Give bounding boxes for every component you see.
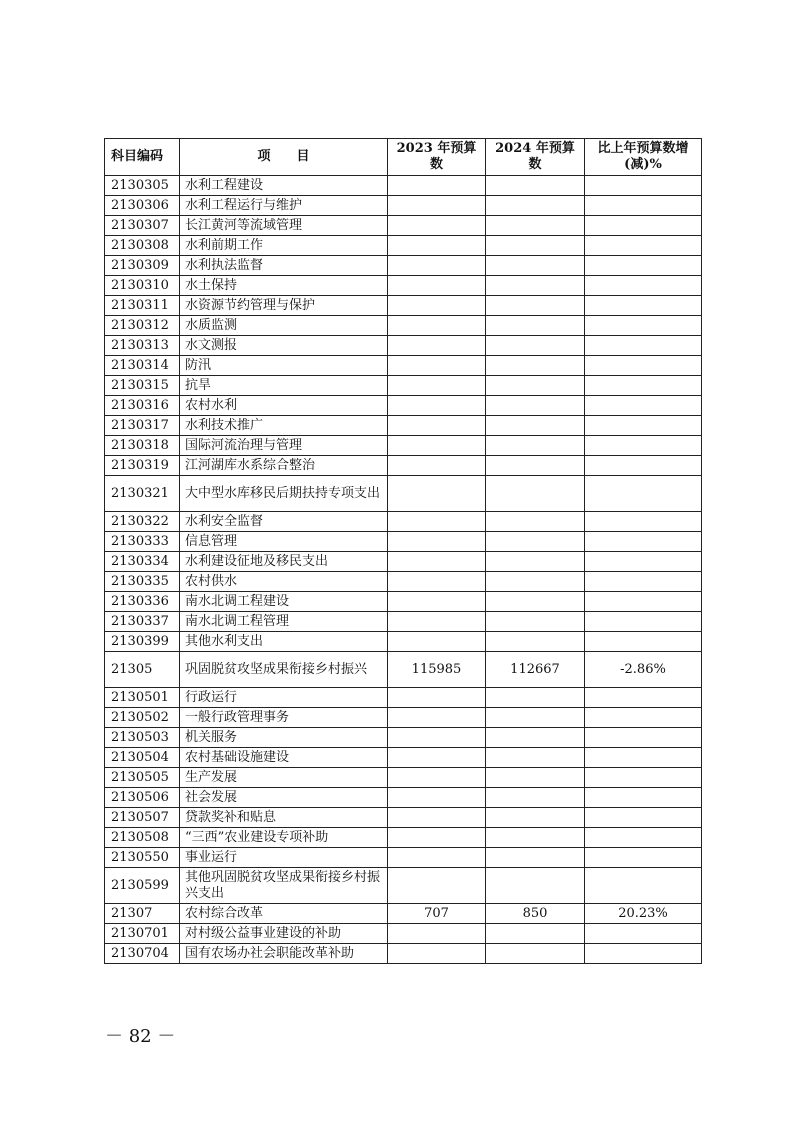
row-2024 — [486, 788, 585, 808]
row-2023 — [388, 828, 486, 848]
row-code: 2130322 — [105, 512, 180, 532]
row-name: 其他水利支出 — [180, 632, 388, 652]
row-code: 2130505 — [105, 768, 180, 788]
row-name: 贷款奖补和贴息 — [180, 808, 388, 828]
row-2024 — [486, 416, 585, 436]
row-name: 水利前期工作 — [180, 236, 388, 256]
row-code: 2130312 — [105, 316, 180, 336]
row-2023: 707 — [388, 904, 486, 924]
row-change: -2.86% — [585, 652, 702, 688]
row-2024 — [486, 256, 585, 276]
row-code: 2130321 — [105, 476, 180, 512]
row-code: 2130305 — [105, 176, 180, 196]
row-2023 — [388, 768, 486, 788]
row-change — [585, 924, 702, 944]
table-row — [105, 808, 702, 828]
row-change — [585, 944, 702, 964]
table-row — [105, 848, 702, 868]
table-row — [105, 416, 702, 436]
row-code: 2130335 — [105, 572, 180, 592]
row-2024 — [486, 532, 585, 552]
table-row — [105, 904, 702, 924]
table-body — [105, 176, 702, 964]
row-2023 — [388, 924, 486, 944]
row-code: 2130506 — [105, 788, 180, 808]
row-2023 — [388, 296, 486, 316]
row-change — [585, 316, 702, 336]
row-code: 2130701 — [105, 924, 180, 944]
row-code: 2130599 — [105, 868, 180, 904]
row-code: 2130308 — [105, 236, 180, 256]
row-code: 2130306 — [105, 196, 180, 216]
row-2024 — [486, 376, 585, 396]
row-change — [585, 868, 702, 904]
row-change — [585, 196, 702, 216]
row-2023 — [388, 944, 486, 964]
row-code: 2130334 — [105, 552, 180, 572]
table-row — [105, 216, 702, 236]
table-row — [105, 456, 702, 476]
table-row — [105, 708, 702, 728]
table-row — [105, 944, 702, 964]
row-change — [585, 176, 702, 196]
row-change — [585, 768, 702, 788]
table-row — [105, 632, 702, 652]
row-code: 2130502 — [105, 708, 180, 728]
row-2024 — [486, 592, 585, 612]
budget-table — [104, 138, 702, 964]
table-row — [105, 512, 702, 532]
row-code: 2130336 — [105, 592, 180, 612]
row-change — [585, 788, 702, 808]
row-2023 — [388, 396, 486, 416]
row-name: 水资源节约管理与保护 — [180, 296, 388, 316]
row-2024 — [486, 176, 585, 196]
row-2023 — [388, 456, 486, 476]
row-name: 水利安全监督 — [180, 512, 388, 532]
table-row — [105, 436, 702, 456]
row-2023 — [388, 316, 486, 336]
row-change — [585, 256, 702, 276]
row-name: “三西”农业建设专项补助 — [180, 828, 388, 848]
row-2023 — [388, 572, 486, 592]
row-name: 大中型水库移民后期扶持专项支出 — [180, 476, 388, 512]
row-2023 — [388, 632, 486, 652]
page-number: － 82 － — [105, 1026, 176, 1047]
row-change — [585, 532, 702, 552]
header-code: 科目编码 — [105, 139, 180, 176]
table-row — [105, 592, 702, 612]
header-2023: 2023 年预算数 — [388, 139, 486, 176]
row-2024 — [486, 572, 585, 592]
row-change — [585, 552, 702, 572]
table-row — [105, 336, 702, 356]
row-code: 2130317 — [105, 416, 180, 436]
row-2024 — [486, 924, 585, 944]
row-2023 — [388, 688, 486, 708]
row-2024 — [486, 436, 585, 456]
table-row — [105, 236, 702, 256]
row-2024 — [486, 316, 585, 336]
row-name: 信息管理 — [180, 532, 388, 552]
row-change — [585, 808, 702, 828]
row-change — [585, 276, 702, 296]
header-item: 项 目 — [180, 139, 388, 176]
row-name: 机关服务 — [180, 728, 388, 748]
row-code: 2130337 — [105, 612, 180, 632]
row-2023 — [388, 532, 486, 552]
table-row — [105, 768, 702, 788]
row-name: 国有农场办社会职能改革补助 — [180, 944, 388, 964]
row-name: 水利工程运行与维护 — [180, 196, 388, 216]
row-code: 2130333 — [105, 532, 180, 552]
row-name: 农村基础设施建设 — [180, 748, 388, 768]
row-name: 农村综合改革 — [180, 904, 388, 924]
table-row — [105, 296, 702, 316]
table-row — [105, 748, 702, 768]
table-row — [105, 256, 702, 276]
row-2024 — [486, 632, 585, 652]
row-2023 — [388, 708, 486, 728]
row-2024 — [486, 296, 585, 316]
table-row — [105, 728, 702, 748]
row-code: 2130310 — [105, 276, 180, 296]
row-code: 2130504 — [105, 748, 180, 768]
row-2023: 115985 — [388, 652, 486, 688]
row-2023 — [388, 512, 486, 532]
table-row — [105, 196, 702, 216]
table-row — [105, 572, 702, 592]
row-code: 2130316 — [105, 396, 180, 416]
row-2023 — [388, 788, 486, 808]
row-change — [585, 396, 702, 416]
row-code: 21305 — [105, 652, 180, 688]
row-2023 — [388, 416, 486, 436]
table-row — [105, 868, 702, 904]
row-2023 — [388, 216, 486, 236]
row-code: 2130508 — [105, 828, 180, 848]
row-code: 2130501 — [105, 688, 180, 708]
row-2024 — [486, 748, 585, 768]
row-change — [585, 828, 702, 848]
row-2024: 112667 — [486, 652, 585, 688]
row-name: 一般行政管理事务 — [180, 708, 388, 728]
row-2023 — [388, 336, 486, 356]
row-2023 — [388, 728, 486, 748]
row-code: 2130314 — [105, 356, 180, 376]
row-name: 南水北调工程管理 — [180, 612, 388, 632]
row-2024 — [486, 768, 585, 788]
row-2024 — [486, 216, 585, 236]
row-2024 — [486, 336, 585, 356]
row-name: 防汛 — [180, 356, 388, 376]
table-row — [105, 276, 702, 296]
row-code: 2130311 — [105, 296, 180, 316]
row-change — [585, 512, 702, 532]
row-2024 — [486, 552, 585, 572]
row-code: 2130313 — [105, 336, 180, 356]
row-name: 生产发展 — [180, 768, 388, 788]
row-code: 2130503 — [105, 728, 180, 748]
row-2023 — [388, 552, 486, 572]
table-row — [105, 532, 702, 552]
row-change — [585, 356, 702, 376]
row-2023 — [388, 276, 486, 296]
row-2023 — [388, 592, 486, 612]
row-change — [585, 728, 702, 748]
row-2024 — [486, 196, 585, 216]
row-code: 2130315 — [105, 376, 180, 396]
row-name: 水利技术推广 — [180, 416, 388, 436]
table-row — [105, 788, 702, 808]
table-row — [105, 612, 702, 632]
row-2024 — [486, 808, 585, 828]
row-change — [585, 236, 702, 256]
row-change — [585, 612, 702, 632]
row-name: 长江黄河等流域管理 — [180, 216, 388, 236]
row-name: 对村级公益事业建设的补助 — [180, 924, 388, 944]
row-2023 — [388, 436, 486, 456]
row-2024 — [486, 356, 585, 376]
row-change — [585, 296, 702, 316]
row-name: 巩固脱贫攻坚成果衔接乡村振兴 — [180, 652, 388, 688]
row-name: 社会发展 — [180, 788, 388, 808]
row-2024 — [486, 848, 585, 868]
row-2023 — [388, 236, 486, 256]
row-code: 2130318 — [105, 436, 180, 456]
row-name: 抗旱 — [180, 376, 388, 396]
row-code: 2130550 — [105, 848, 180, 868]
row-2024 — [486, 456, 585, 476]
row-2023 — [388, 196, 486, 216]
table-row — [105, 552, 702, 572]
row-name: 水利建设征地及移民支出 — [180, 552, 388, 572]
header-change: 比上年预算数增(减)% — [585, 139, 702, 176]
table-row — [105, 924, 702, 944]
row-change — [585, 572, 702, 592]
row-change — [585, 848, 702, 868]
row-2023 — [388, 868, 486, 904]
table-row — [105, 376, 702, 396]
row-2023 — [388, 848, 486, 868]
row-change — [585, 708, 702, 728]
row-change — [585, 416, 702, 436]
table-row — [105, 828, 702, 848]
row-2023 — [388, 808, 486, 828]
table-row — [105, 396, 702, 416]
row-2024 — [486, 728, 585, 748]
row-change — [585, 376, 702, 396]
row-2024 — [486, 944, 585, 964]
row-2024 — [486, 688, 585, 708]
row-code: 2130704 — [105, 944, 180, 964]
row-code: 2130307 — [105, 216, 180, 236]
row-name: 水质监测 — [180, 316, 388, 336]
header-2024: 2024 年预算数 — [486, 139, 585, 176]
row-change — [585, 748, 702, 768]
row-code: 2130399 — [105, 632, 180, 652]
row-name: 水利执法监督 — [180, 256, 388, 276]
row-2023 — [388, 612, 486, 632]
row-2024 — [486, 276, 585, 296]
row-2024 — [486, 476, 585, 512]
row-name: 江河湖库水系综合整治 — [180, 456, 388, 476]
row-name: 农村水利 — [180, 396, 388, 416]
row-2023 — [388, 356, 486, 376]
row-change — [585, 336, 702, 356]
row-2023 — [388, 748, 486, 768]
row-change — [585, 688, 702, 708]
row-name: 水利工程建设 — [180, 176, 388, 196]
row-2024 — [486, 868, 585, 904]
table-row — [105, 356, 702, 376]
row-2023 — [388, 376, 486, 396]
row-code: 2130309 — [105, 256, 180, 276]
row-change — [585, 216, 702, 236]
row-change: 20.23% — [585, 904, 702, 924]
row-name: 事业运行 — [180, 848, 388, 868]
row-2024 — [486, 708, 585, 728]
row-change — [585, 476, 702, 512]
row-2024 — [486, 612, 585, 632]
row-2023 — [388, 476, 486, 512]
table-row — [105, 176, 702, 196]
table-header-row — [105, 139, 702, 176]
row-2024 — [486, 236, 585, 256]
row-code: 21307 — [105, 904, 180, 924]
row-name: 农村供水 — [180, 572, 388, 592]
row-change — [585, 592, 702, 612]
row-code: 2130507 — [105, 808, 180, 828]
row-name: 南水北调工程建设 — [180, 592, 388, 612]
row-name: 其他巩固脱贫攻坚成果衔接乡村振兴支出 — [180, 868, 388, 904]
row-code: 2130319 — [105, 456, 180, 476]
row-2024 — [486, 396, 585, 416]
table-row — [105, 652, 702, 688]
row-name: 水土保持 — [180, 276, 388, 296]
row-2024 — [486, 512, 585, 532]
row-2024 — [486, 828, 585, 848]
row-2023 — [388, 256, 486, 276]
row-change — [585, 632, 702, 652]
row-name: 国际河流治理与管理 — [180, 436, 388, 456]
row-change — [585, 456, 702, 476]
row-change — [585, 436, 702, 456]
row-2024: 850 — [486, 904, 585, 924]
table-row — [105, 476, 702, 512]
row-name: 水文测报 — [180, 336, 388, 356]
table-row — [105, 688, 702, 708]
row-2023 — [388, 176, 486, 196]
row-name: 行政运行 — [180, 688, 388, 708]
table-row — [105, 316, 702, 336]
